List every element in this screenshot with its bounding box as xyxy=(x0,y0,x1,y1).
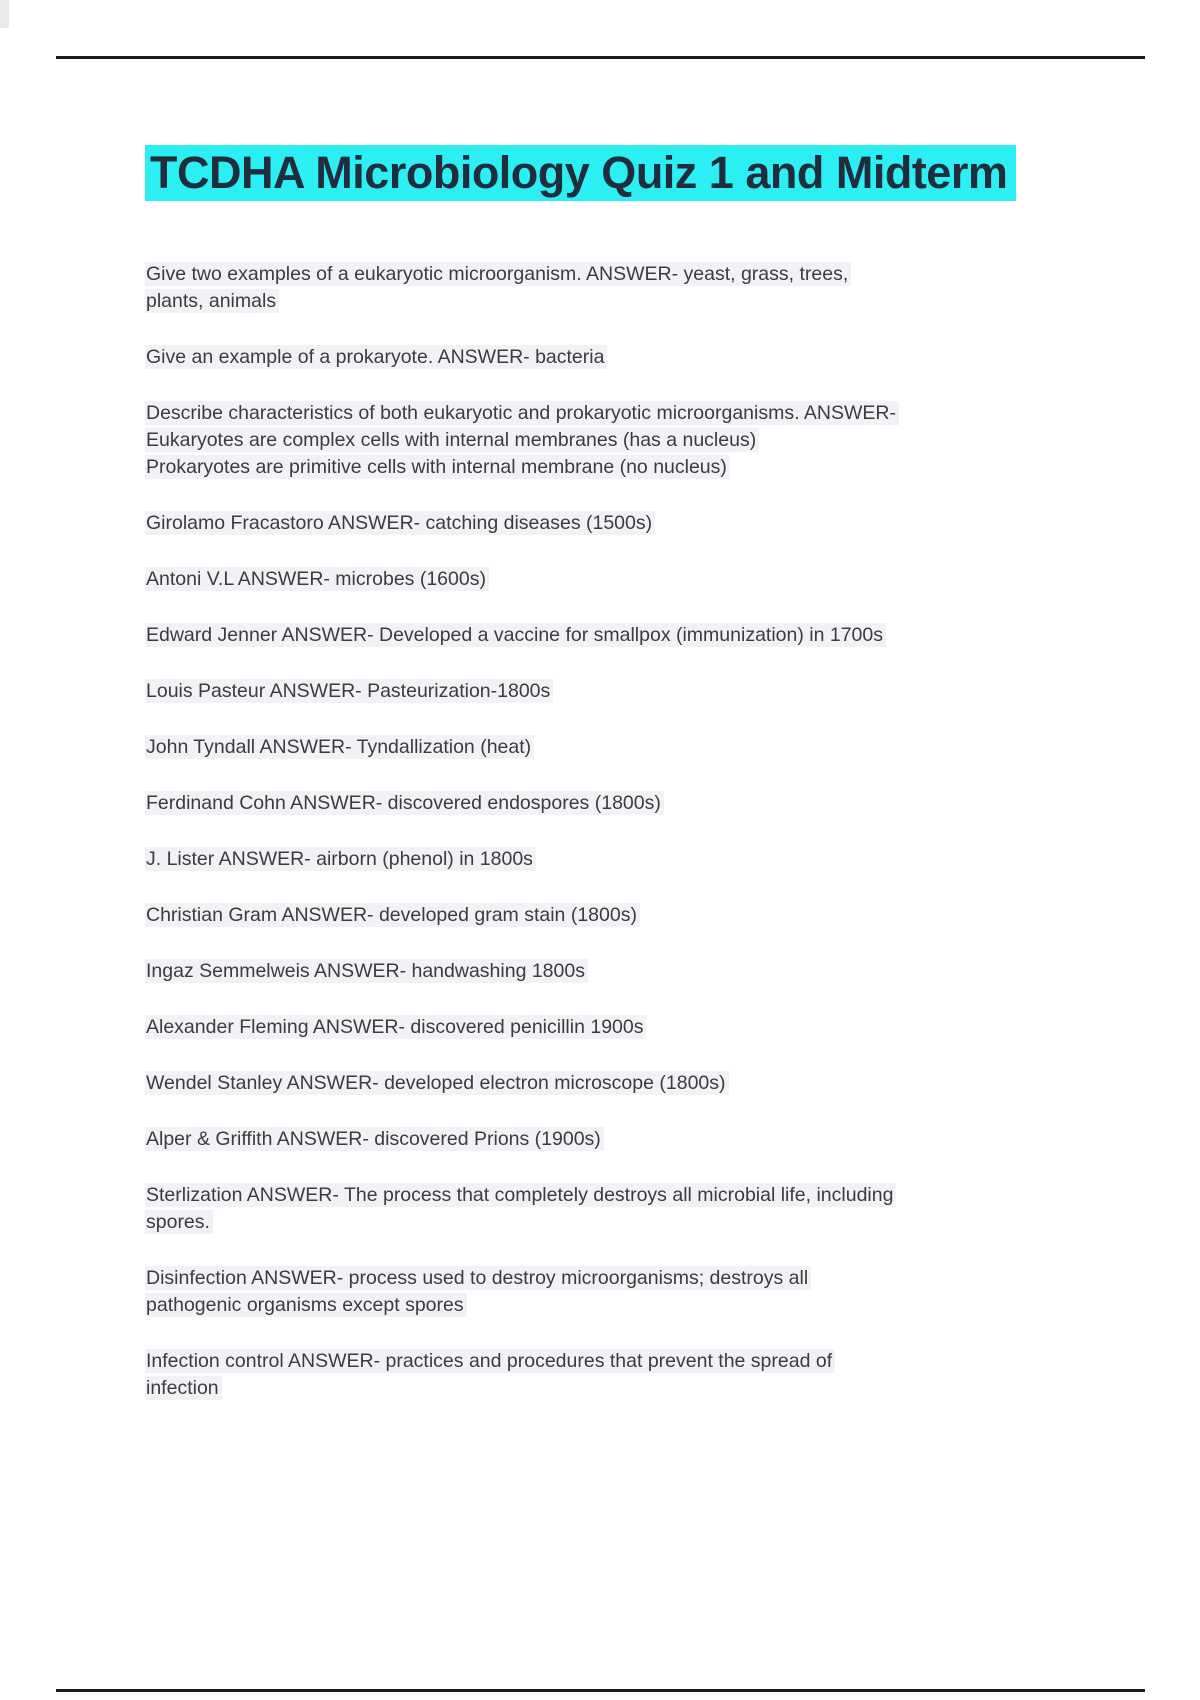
qa-paragraph xyxy=(145,622,1095,649)
qa-line: plants, animals xyxy=(145,289,279,313)
qa-paragraph xyxy=(145,678,1095,705)
qa-line: Infection control ANSWER- practices and procedures that prevent the spread of xyxy=(145,1349,835,1373)
qa-paragraph xyxy=(145,902,1095,929)
qa-line: Christian Gram ANSWER- developed gram stain (1800s) xyxy=(145,903,640,927)
qa-paragraph xyxy=(145,846,1095,873)
qa-paragraph xyxy=(145,344,1095,371)
qa-line: Prokaryotes are primitive cells with internal membrane (no nucleus) xyxy=(145,455,730,479)
qa-line: Louis Pasteur ANSWER- Pasteurization-1800s xyxy=(145,679,553,703)
top-horizontal-rule xyxy=(56,56,1145,59)
qa-line: Disinfection ANSWER- process used to destroy microorganisms; destroys all xyxy=(145,1266,811,1290)
qa-paragraph xyxy=(145,958,1095,985)
qa-line: infection xyxy=(145,1376,222,1400)
qa-paragraph xyxy=(145,566,1095,593)
qa-line: Give two examples of a eukaryotic microorganism. ANSWER- yeast, grass, trees, xyxy=(145,262,851,286)
qa-paragraph xyxy=(145,790,1095,817)
qa-paragraph xyxy=(145,1265,1095,1319)
qa-line: Ferdinand Cohn ANSWER- discovered endospores (1800s) xyxy=(145,791,664,815)
qa-line: pathogenic organisms except spores xyxy=(145,1293,467,1317)
qa-line: Edward Jenner ANSWER- Developed a vaccine for smallpox (immunization) in 1700s xyxy=(145,623,886,647)
qa-paragraph xyxy=(145,734,1095,761)
qa-paragraph xyxy=(145,261,1095,315)
qa-line: John Tyndall ANSWER- Tyndallization (heat) xyxy=(145,735,534,759)
qa-line: Describe characteristics of both eukaryotic and prokaryotic microorganisms. ANSWER- xyxy=(145,401,899,425)
qa-line: Wendel Stanley ANSWER- developed electron microscope (1800s) xyxy=(145,1071,729,1095)
qa-line: J. Lister ANSWER- airborn (phenol) in 1800s xyxy=(145,847,536,871)
document-content xyxy=(145,145,1095,1431)
qa-list xyxy=(145,261,1095,1402)
qa-line: Eukaryotes are complex cells with internal membranes (has a nucleus) xyxy=(145,428,759,452)
qa-line: Antoni V.L ANSWER- microbes (1600s) xyxy=(145,567,489,591)
qa-line: Give an example of a prokaryote. ANSWER- bacteria xyxy=(145,345,607,369)
qa-paragraph xyxy=(145,1348,1095,1402)
page-title-highlight: TCDHA Microbiology Quiz 1 and Midterm xyxy=(145,145,1016,201)
qa-line: Ingaz Semmelweis ANSWER- handwashing 1800s xyxy=(145,959,588,983)
bottom-horizontal-rule xyxy=(56,1689,1145,1692)
qa-paragraph xyxy=(145,400,1095,481)
qa-paragraph xyxy=(145,1126,1095,1153)
qa-line: Sterlization ANSWER- The process that completely destroys all microbial life, including xyxy=(145,1183,896,1207)
qa-paragraph xyxy=(145,510,1095,537)
qa-line: Alexander Fleming ANSWER- discovered penicillin 1900s xyxy=(145,1015,646,1039)
scan-artifact xyxy=(0,0,9,28)
qa-paragraph xyxy=(145,1182,1095,1236)
qa-paragraph xyxy=(145,1070,1095,1097)
qa-line: spores. xyxy=(145,1210,213,1234)
qa-line: Girolamo Fracastoro ANSWER- catching diseases (1500s) xyxy=(145,511,655,535)
qa-paragraph xyxy=(145,1014,1095,1041)
qa-line: Alper & Griffith ANSWER- discovered Prions (1900s) xyxy=(145,1127,604,1151)
page-title xyxy=(145,145,1095,201)
